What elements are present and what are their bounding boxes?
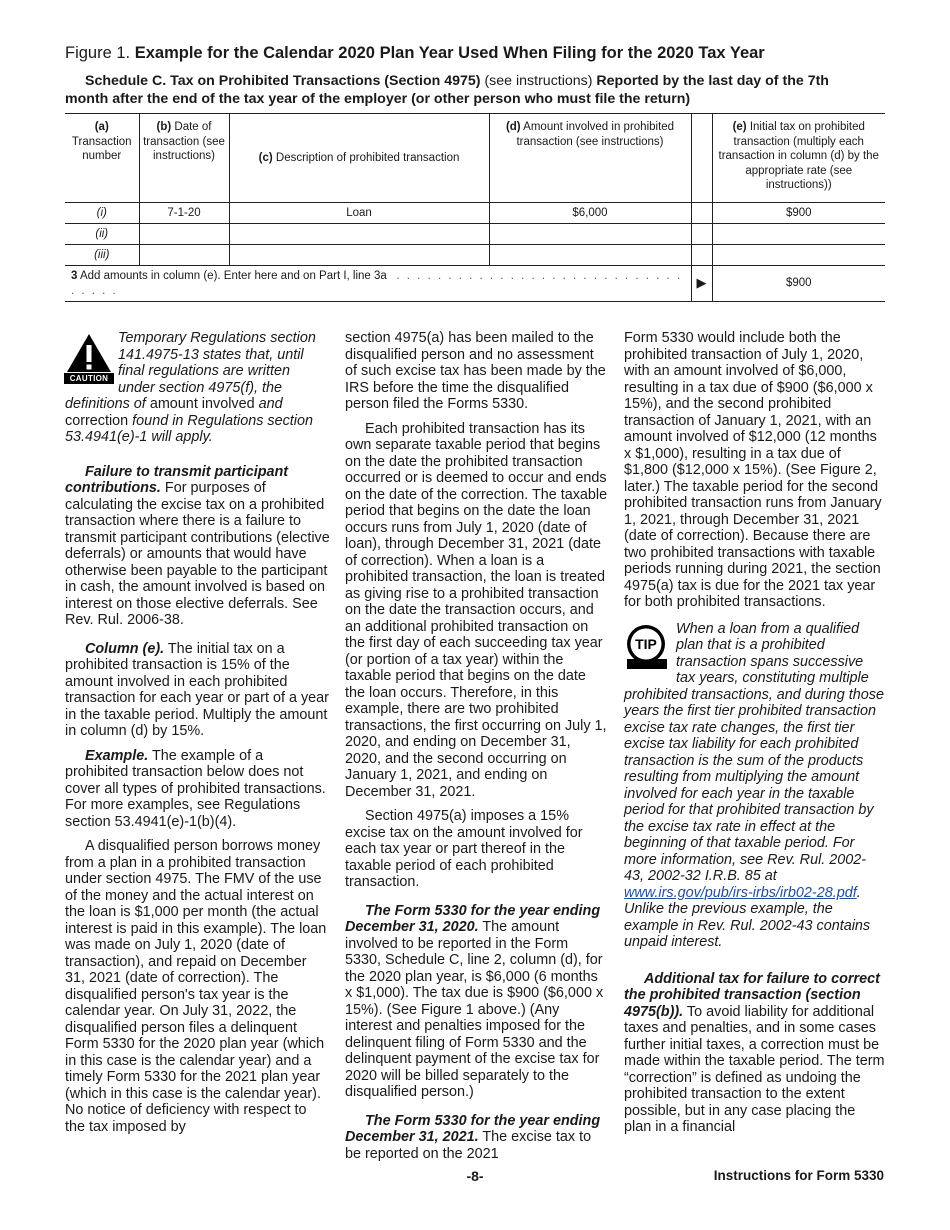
- row-desc: [229, 224, 489, 245]
- schedule-title-bold2: Reported by the last day of the 7th: [596, 73, 829, 89]
- paragraph: Failure to transmit participant contributions. For purposes of calculating the excise tax on a prohibited transaction where there is a failure to transmit participant contributions (elective deferrals) or amounts that would have otherwise been payable to the participant in cash, the amount involved is based on interest on those elective deferrals. See Rev. Rul. 2006-38.: [65, 463, 330, 628]
- tip-icon: [624, 623, 670, 671]
- row-amount: $6,000: [489, 203, 691, 224]
- schedule-title-line2: month after the end of the tax year of the employer (or other person who must file the return): [65, 91, 691, 107]
- total-label: 3 Add amounts in column (e). Enter here and on Part I, line 3a . . . . . . . . . . . . . . . . . . . . . . . . . . . . . . . . .: [65, 266, 691, 302]
- row-date: 7-1-20: [139, 203, 229, 224]
- text-column-3: [624, 330, 886, 1144]
- header-arrow-spacer: [691, 114, 712, 203]
- total-value: $900: [712, 266, 885, 302]
- schedule-title-plain: (see instructions): [480, 73, 597, 89]
- table-row: [65, 203, 885, 224]
- table-row: [65, 245, 885, 266]
- paragraph: Additional tax for failure to correct the prohibited transaction (section 4975(b)). To avoid liability for additional taxes and penalties, and in some cases further initial taxes, a correction must be made within the taxable period. The term “correction” is defined as undoing the prohibited transaction to the extent possible, but in any case placing the plan in a financial: [624, 970, 885, 1135]
- row-date: [139, 224, 229, 245]
- paragraph: Column (e). The initial tax on a prohibited transaction is 15% of the amount involved in each prohibited transaction for each year or part of a year in the taxable period. Multiply the amount in column (d) by 15%.: [65, 640, 329, 739]
- tip-note: TIP When a loan from a qualified plan that is a prohibited transaction spans successive tax years, constituting multiple prohibited transactions, and during those years the first tier prohibited transaction excise tax rate changes, the first tier excise tax liability for each prohibited transaction is the sum of the products resulting from multiplying the amount involved for each year in the taxable period for that prohibited transaction by the excise tax rate in effect at the beginning of that taxable period. For more information, see Rev. Rul. 2002-43, 2002-32 I.R.B. 85 at www.irs.gov/pub/irs-irbs/irb02-28.pdf. Unlike the previous example, the example in Rev. Rul. 2002-43 contains unpaid interest.: [624, 620, 885, 950]
- total-arrow-icon: ▶: [691, 266, 712, 302]
- table-row: [65, 224, 885, 245]
- irs-link[interactable]: www.irs.gov/pub/irs-irbs/irb02-28.pdf: [624, 884, 857, 901]
- row-tax: $900: [712, 203, 885, 224]
- paragraph: The Form 5330 for the year ending December 31, 2020. The amount involved to be reported in the Form 5330, Schedule C, line 2, column (d), for the 2020 plan year, is $6,000 (6 months x $1,000). The tax due is $900 ($6,000 x 15%). (See Figure 1 above.) (Any interest and penalties imposed for the delinquent filing of Form 5330 and the delinquent payment of the excise tax for 2020 will be billed separately to the disqualified person.): [345, 902, 604, 1100]
- header-c: (c) Description of prohibited transaction: [229, 114, 489, 203]
- header-e: (e) Initial tax on prohibited transaction (multiply each transaction in column (d) by the appropriate rate (see instructions)): [712, 114, 885, 203]
- caution-note: CAUTION Temporary Regulations section 141.4975-13 states that, until final regulations are written under section 4975(f), the definitions of amount involved and correction found in Regulations section 53.4941(e)-1 will apply.: [65, 330, 316, 445]
- row-num: (i): [65, 203, 139, 224]
- row-tax: [712, 224, 885, 245]
- paragraph: Each prohibited transaction has its own separate taxable period that begins on the date the prohibited transaction occurred or is deemed to occur and ends on the date of the correction. The taxable period that begins on the date the loan occurs runs from July 1, 2020 (date of loan), through December 31, 2021 (date of correction). When a loan is a prohibited transaction, the loan is treated as giving rise to a prohibited transaction on the date the transaction occurs, and an additional prohibited transaction on the first day of each succeeding tax year (or portion of a tax year) within the taxable period that begins on the date the loan occurs. Therefore, in this example, there are two prohibited transactions, the first occurring on July 1, 2020, and ending on December 31, 2020, and the second occurring on January 1, 2021, and ending on December 31, 2021.: [345, 420, 608, 800]
- table-header-row: [65, 114, 885, 203]
- row-spacer: [691, 224, 712, 245]
- schedule-title: [65, 72, 895, 108]
- header-b: (b) Date of transaction (see instructions): [139, 114, 229, 203]
- paragraph: section 4975(a) has been mailed to the disqualified person and no assessment of such excise tax has been made by the IRS before the time the disqualified person filed the Forms 5330.: [345, 330, 606, 412]
- figure-label: Figure 1.: [65, 44, 131, 62]
- row-desc: Loan: [229, 203, 489, 224]
- document-name: Instructions for Form 5330: [713, 1168, 884, 1183]
- schedule-c-table: [65, 113, 885, 302]
- row-spacer: [691, 203, 712, 224]
- text-column-1: [65, 330, 330, 1143]
- row-tax: [712, 245, 885, 266]
- header-a: (a) Transaction number: [65, 114, 139, 203]
- header-d: (d) Amount involved in prohibited transaction (see instructions): [489, 114, 691, 203]
- paragraph: Example. The example of a prohibited transaction below does not cover all types of prohibited transactions. For more examples, see Regulations section 53.4941(e)-1(b)(4).: [65, 747, 326, 830]
- table-total-row: [65, 266, 885, 302]
- text-column-2: [345, 330, 608, 1170]
- row-amount: [489, 245, 691, 266]
- page-number: -8-: [466, 1168, 484, 1184]
- caution-label: CAUTION: [69, 374, 109, 383]
- figure-title-text: Example for the Calendar 2020 Plan Year Used When Filing for the 2020 Tax Year: [134, 44, 765, 62]
- caution-icon: [64, 332, 114, 386]
- paragraph: Form 5330 would include both the prohibited transaction of July 1, 2020, with an amount involved of $6,000, resulting in a tax due of $900 ($6,000 x 15%), and the second prohibited transaction of January 1, 2021, with an amount involved of $12,000 (12 months x $1,000), resulting in a tax due of $1,800 ($12,000 x 15%). (See Figure 2, later.) The taxable period for the second prohibited transaction runs from January 1, 2021, through December 31, 2021 (date of correction). Because there are two prohibited transactions with taxable periods running during 2021, the section 4975(a) tax is due for the 2021 tax year for both prohibited transactions.: [624, 330, 882, 610]
- row-date: [139, 245, 229, 266]
- paragraph: Section 4975(a) imposes a 15% excise tax on the amount involved for each tax year or part thereof in the taxable period of each prohibited transaction.: [345, 808, 583, 890]
- row-num: (iii): [65, 245, 139, 266]
- figure-title: [65, 43, 915, 63]
- tip-label: TIP: [635, 635, 657, 652]
- row-desc: [229, 245, 489, 266]
- paragraph: A disqualified person borrows money from a plan in a prohibited transaction under section 4975. The FMV of the use of the money and the actual interest on the loan is $1,000 per month (the actual interest is paid in this example). The loan was made on July 1, 2020 (date of transaction), and repaid on December 31, 2021 (date of correction). The disqualified person's tax year is the calendar year. On July 31, 2022, the disqualified person files a delinquent Form 5330 for the 2020 plan year (which in this case is the calendar year) and a timely Form 5330 for the 2021 plan year (which in this case is the calendar year). No notice of deficiency with respect to the tax imposed by: [65, 838, 327, 1135]
- schedule-title-bold: Schedule C. Tax on Prohibited Transactions (Section 4975): [85, 73, 481, 89]
- paragraph: The Form 5330 for the year ending December 31, 2021. The excise tax to be reported on the 2021: [345, 1112, 601, 1162]
- row-num: (ii): [65, 224, 139, 245]
- row-spacer: [691, 245, 712, 266]
- row-amount: [489, 224, 691, 245]
